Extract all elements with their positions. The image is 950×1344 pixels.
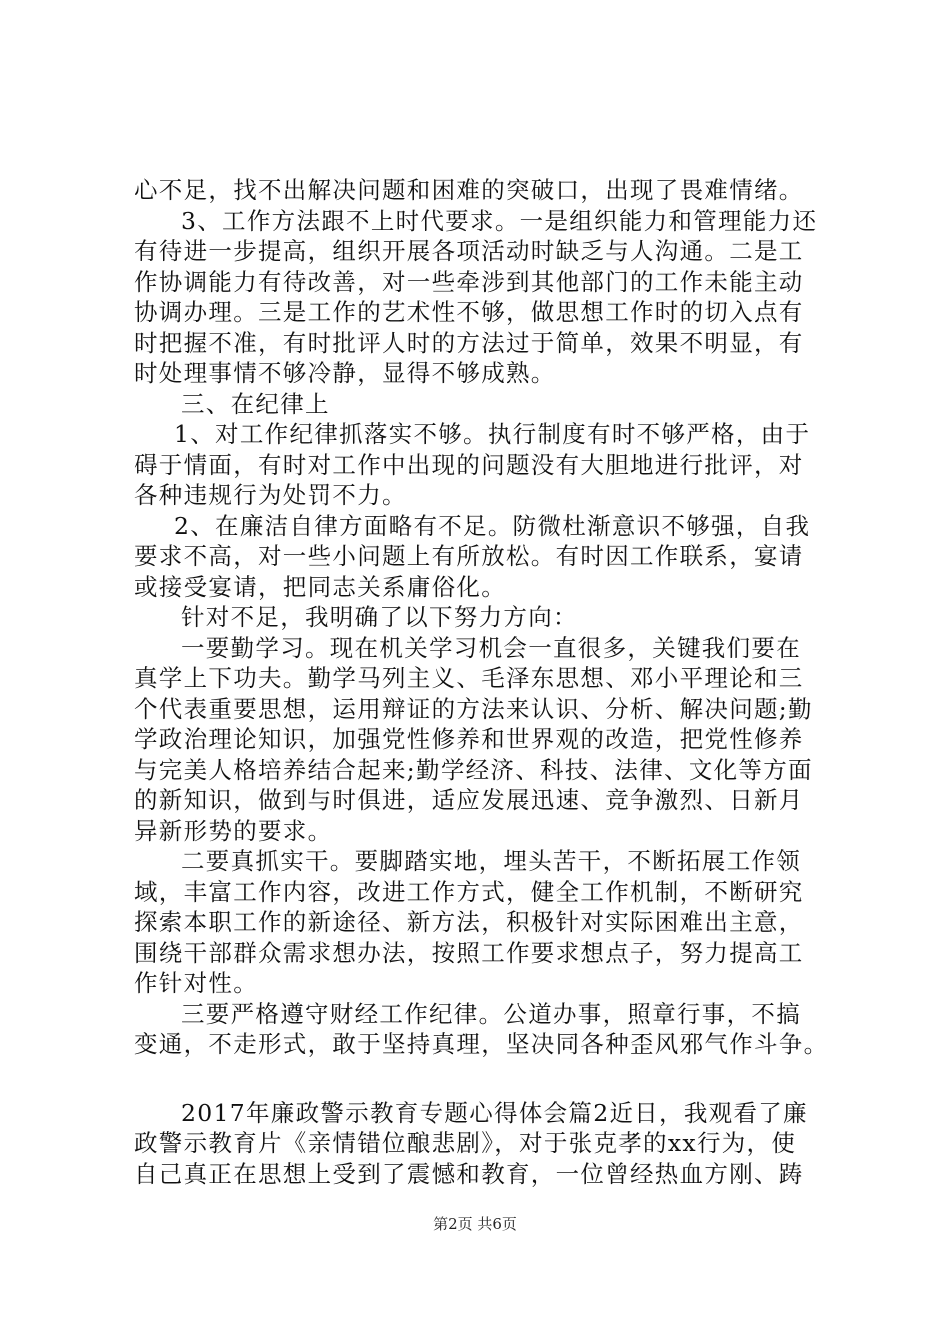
- text-line: 2017年廉政警示教育专题心得体会篇2近日，我观看了廉: [181, 1098, 808, 1127]
- page-number-footer: 第2页 共6页: [433, 1215, 517, 1233]
- text-line: 针对不足，我明确了以下努力方向：: [181, 603, 578, 631]
- text-line: 时把握不准，有时批评人时的方法过于简单，效果不明显，有: [134, 328, 804, 357]
- text-line: 作针对性。: [134, 969, 258, 997]
- text-line: 协调办理。三是工作的艺术性不够，做思想工作时的切入点有: [134, 298, 804, 326]
- text-line: 自己真正在思想上受到了震憾和教育，一位曾经热血方刚、踌: [134, 1159, 804, 1188]
- text-line: 探索本职工作的新途径、新方法，积极针对实际困难出主意，: [134, 908, 804, 936]
- text-line: 碍于情面，有时对工作中出现的问题没有大胆地进行批评，对: [134, 450, 804, 479]
- text-line: 域，丰富工作内容，改进工作方式，健全工作机制，不断研究: [134, 877, 804, 906]
- section-heading: 三、在纪律上: [181, 389, 330, 418]
- paragraph-gap: [134, 1060, 834, 1098]
- text-line: 变通，不走形式，敢于坚持真理，坚决同各种歪风邪气作斗争。: [134, 1030, 829, 1058]
- text-line: 或接受宴请，把同志关系庸俗化。: [134, 572, 506, 601]
- text-line: 要求不高，对一些小问题上有所放松。有时因工作联系，宴请: [134, 542, 804, 570]
- text-line: 与完美人格培养结合起来;勤学经济、科技、法律、文化等方面: [134, 755, 813, 784]
- document-body: [134, 175, 834, 1189]
- text-line: 的新知识，做到与时俱进，适应发展迅速、竞争激烈、日新月: [134, 786, 804, 814]
- text-line: 学政治理论知识，加强党性修养和世界观的改造，把党性修养: [134, 725, 804, 753]
- text-line: 二要真抓实干。要脚踏实地，埋头苦干，不断拓展工作领: [181, 847, 801, 875]
- text-line: 3、工作方法跟不上时代要求。一是组织能力和管理能力还: [181, 206, 818, 235]
- text-line: 三要严格遵守财经工作纪律。公道办事，照章行事，不搞: [181, 999, 801, 1028]
- text-line: 异新形势的要求。: [134, 816, 333, 845]
- text-line: 政警示教育片《亲情错位酿悲剧》，对于张克孝的xx行为，使: [134, 1129, 797, 1157]
- text-line: 一要勤学习。现在机关学习机会一直很多，关键我们要在: [181, 633, 801, 662]
- text-line: 有待进一步提高，组织开展各项活动时缺乏与人沟通。二是工: [134, 237, 804, 265]
- text-line: 个代表重要思想，运用辩证的方法来认识、分析、解决问题;勤: [134, 694, 813, 723]
- text-line: 围绕干部群众需求想办法，按照工作要求想点子，努力提高工: [134, 938, 804, 967]
- text-line: 心不足，找不出解决问题和困难的突破口，出现了畏难情绪。: [134, 176, 804, 204]
- text-line: 1、对工作纪律抓落实不够。执行制度有时不够严格，由于: [174, 420, 811, 448]
- text-line: 时处理事情不够冷静，显得不够成熟。: [134, 359, 556, 387]
- text-line: 各种违规行为处罚不力。: [134, 481, 407, 509]
- text-line: 作协调能力有待改善，对一些牵涉到其他部门的工作未能主动: [134, 267, 804, 296]
- text-line: 2、在廉洁自律方面略有不足。防微杜渐意识不够强，自我: [174, 511, 811, 540]
- text-line: 真学上下功夫。勤学马列主义、毛泽东思想、邓小平理论和三: [134, 664, 804, 692]
